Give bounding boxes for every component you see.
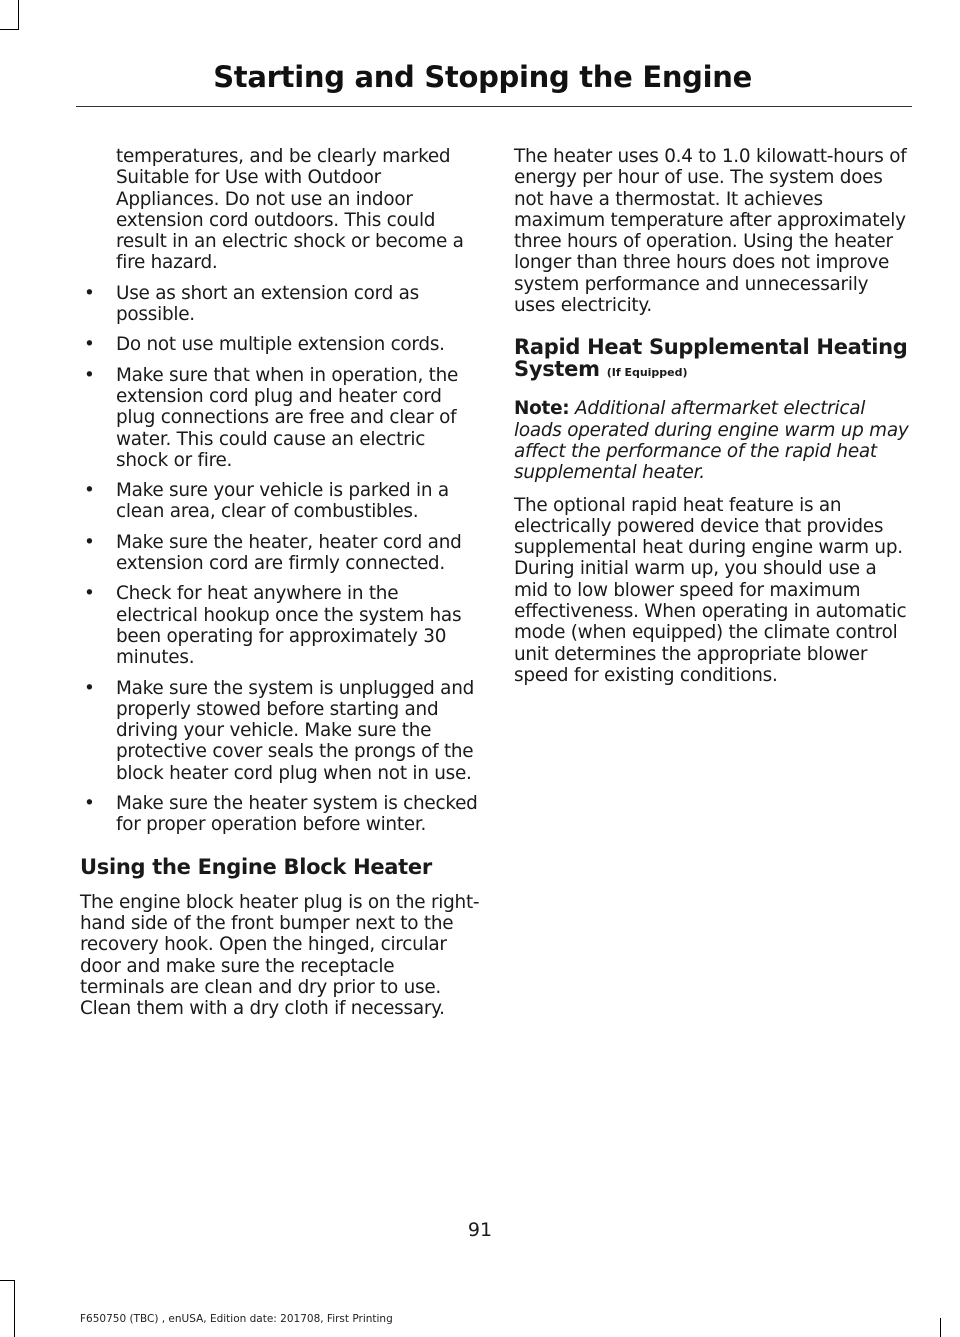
right-column (514, 146, 912, 697)
crop-mark-top-left-h (0, 29, 19, 30)
rapid-heat-heading-text: Rapid Heat Supplemental Heating System (514, 335, 908, 382)
if-equipped-qualifier: (If Equipped) (606, 366, 688, 380)
list-item (80, 480, 480, 523)
list-item (80, 334, 480, 355)
crop-mark-bottom-left-v (14, 1280, 15, 1337)
bullet-icon: • (84, 334, 95, 356)
bullet-icon: • (84, 531, 95, 553)
list-item (80, 283, 480, 326)
list-item-text: Make sure the system is unplugged and properly stowed before starting and driving your vehicle. Make sure the protective cover seals the prongs of the block heater cord plug when not in use. (116, 677, 475, 784)
bullet-icon: • (84, 793, 95, 815)
engine-block-heater-paragraph: The engine block heater plug is on the right-hand side of the front bumper next to the recovery hook. Open the hinged, circular door and make sure the receptacle terminals are clean and dry prior to use. Clean them with a dry cloth if necessary. (80, 891, 480, 1020)
rapid-heat-paragraph: The optional rapid heat feature is an electrically powered device that provides supplemental heat during engine warm up. During initial warm up, you should use a mid to low blower speed for maximum effectiveness. When operating in automatic mode (when equipped) the climate control unit determines the appropriate blower speed for existing conditions. (514, 494, 907, 686)
list-item-text: Make sure your vehicle is parked in a clean area, clear of combustibles. (116, 480, 449, 523)
section-heading-engine-block-heater: Using the Engine Block Heater (80, 854, 432, 879)
list-item-text: Check for heat anywhere in the electrical hookup once the system has been operating for approximately 30 minutes. (116, 583, 462, 669)
header-divider (76, 106, 912, 107)
list-item (80, 793, 480, 836)
bullet-icon: • (84, 364, 95, 386)
bullet-icon: • (84, 480, 95, 502)
note-paragraph (514, 398, 912, 483)
list-item (80, 365, 480, 471)
list-item (80, 583, 480, 668)
list-item-text: Make sure that when in operation, the extension cord plug and heater cord plug connections are free and clear of water. This could cause an electric shock or fire. (116, 364, 459, 471)
page-number: 91 (467, 1219, 493, 1241)
note-label: Note: (514, 398, 570, 420)
list-item-text: Make sure the heater, heater cord and extension cord are firmly connected. (116, 531, 462, 575)
crop-mark-bottom-left-h (0, 1280, 14, 1281)
list-item-text: Do not use multiple extension cords. (116, 334, 445, 356)
list-item-text: Make sure the heater system is checked for proper operation before winter. (116, 793, 478, 836)
page-title: Starting and Stopping the Engine (213, 60, 752, 94)
crop-mark-bottom-right-v (940, 1318, 941, 1337)
note-text: Additional aftermarket electrical loads operated during engine warm up may affect the performance of the rapid heat supplemental heater. (514, 398, 909, 484)
crop-mark-top-left-v (18, 0, 19, 30)
left-column (80, 146, 480, 1030)
section-heading-rapid-heat (514, 336, 912, 384)
heater-energy-paragraph: The heater uses 0.4 to 1.0 kilowatt-hours of energy per hour of use. The system does not have a thermostat. It achieves maximum temperature after approximately three hours of operation. Using the heater longer than three hours does not improve system performance and unnecessarily uses electricity. (514, 146, 907, 317)
bullet-icon: • (84, 583, 95, 605)
list-item-text: Use as short an extension cord as possible. (116, 282, 419, 326)
list-item (80, 678, 480, 784)
bullet-icon: • (84, 282, 95, 304)
edition-footer: F650750 (TBC) , enUSA, Edition date: 201708, First Printing (80, 1313, 393, 1325)
list-item (80, 532, 480, 575)
continued-bullet-text: temperatures, and be clearly marked Suitable for Use with Outdoor Appliances. Do not use an indoor extension cord outdoors. This could result in an electric shock or become a fire hazard. (116, 146, 464, 274)
safety-bullet-list (80, 283, 480, 836)
bullet-icon: • (84, 677, 95, 699)
